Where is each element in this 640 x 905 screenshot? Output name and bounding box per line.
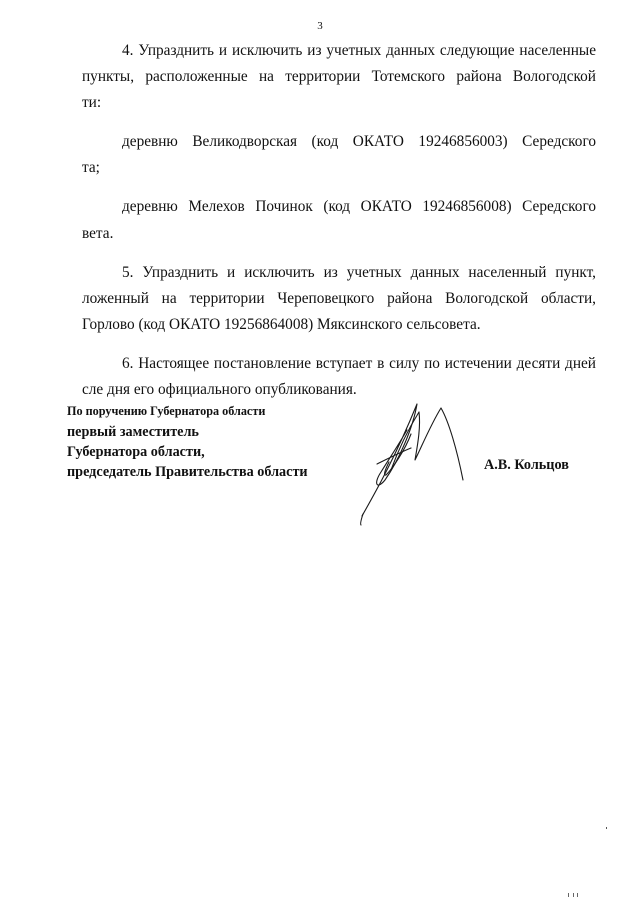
- signer-name: А.В. Кольцов: [484, 457, 569, 473]
- signatory-line-4: председатель Правительства области: [67, 464, 308, 480]
- paragraph-4-line-2: пункты, расположенные на территории Тотемского района Вологодской: [82, 68, 596, 86]
- paragraph-5-line-1: 5. Упразднить и исключить из учетных данных населенный пункт,: [122, 263, 596, 281]
- paragraph-6-line-1: 6. Настоящее постановление вступает в силу по истечении десяти дней: [122, 354, 596, 372]
- scan-speck: [606, 827, 607, 829]
- paragraph-5-line-2: ложенный на территории Череповецкого района Вологодской области,: [82, 289, 596, 307]
- signatory-title-block: [67, 401, 308, 482]
- signatory-line-3: Губернатора области,: [67, 444, 205, 460]
- page-number: 3: [317, 20, 323, 32]
- village-item-2-line-1: деревню Мелехов Починок (код ОКАТО 19246856008) Середского: [122, 198, 596, 216]
- village-item-1-line-1: деревню Великодворская (код ОКАТО 19246856003) Середского: [122, 133, 596, 151]
- scan-marks: [566, 893, 586, 899]
- signatory-line-1: По поручению Губернатора области: [67, 404, 266, 418]
- paragraph-6-line-2: сле дня его официального опубликования.: [82, 381, 357, 399]
- paragraph-4-line-1: 4. Упразднить и исключить из учетных данных следующие населенные: [122, 42, 596, 59]
- village-item-2-line-2: вета.: [82, 224, 114, 242]
- paragraph-4-line-3: ти:: [82, 94, 102, 112]
- paragraph-5-line-3: Горлово (код ОКАТО 19256864008) Мяксинского сельсовета.: [82, 315, 481, 333]
- signatory-line-2: первый заместитель: [67, 424, 199, 440]
- handwritten-signature: [355, 398, 470, 526]
- document-body: [82, 38, 596, 403]
- village-item-1-line-2: та;: [82, 159, 100, 177]
